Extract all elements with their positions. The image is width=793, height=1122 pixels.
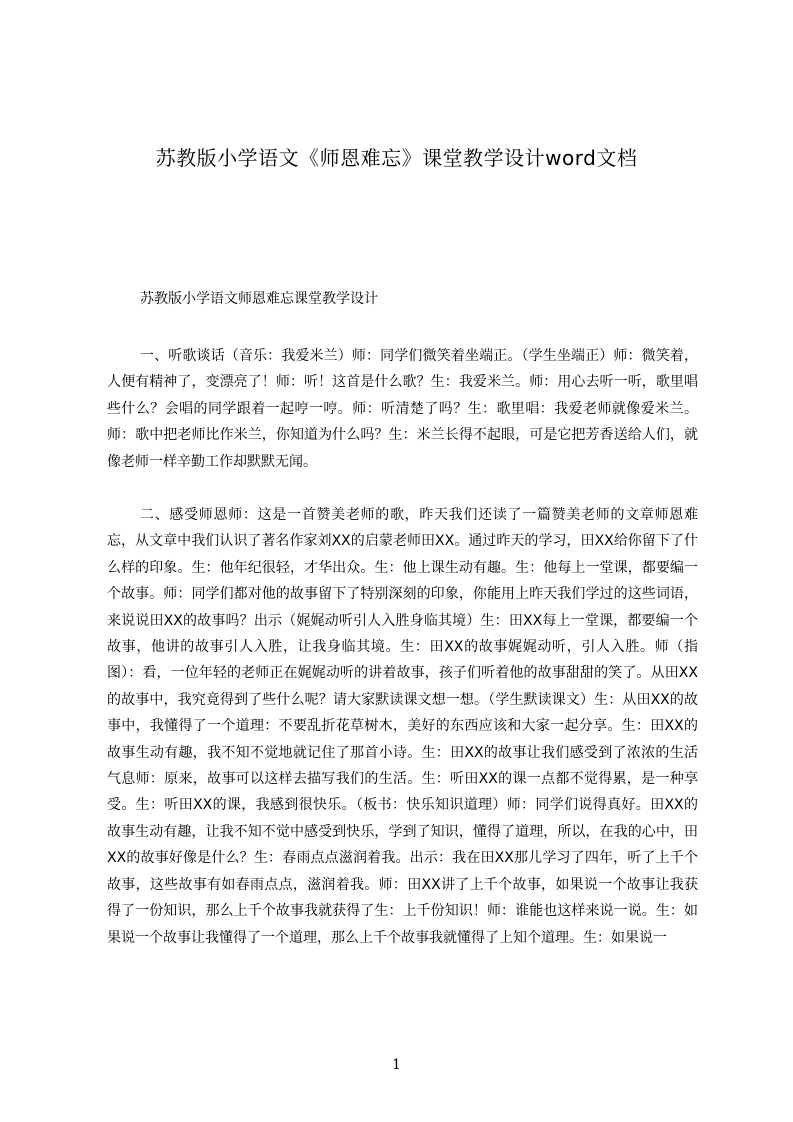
- paragraph-1: 一、听歌谈话（音乐：我爱米兰）师：同学们微笑着坐端正。（学生坐端正）师：微笑着，人便有精神了，变漂亮了！师：听！这首是什么歌？生：我爱米兰。师：用心去听一听，歌里唱些什么？会唱的同学跟着一起哼一哼。师：听清楚了吗？生：歌里唱：我爱老师就像爱米兰。师：歌中把老师比作米兰，你知道为什么吗？生：米兰长得不起眼，可是它把芳香送给人们，就像老师一样辛勤工作却默默无闻。: [107, 348, 698, 470]
- page-number: 1: [392, 1057, 401, 1073]
- document-subtitle: 苏教版小学语文师恩难忘课堂教学设计: [140, 291, 378, 307]
- document-title: 苏教版小学语文《师恩难忘》课堂教学设计word文档: [155, 146, 638, 170]
- paragraph-2: 二、感受师恩师：这是一首赞美老师的歌，昨天我们还读了一篇赞美老师的文章师恩难忘，从文章中我们认识了著名作家刘XX的启蒙老师田XX。通过昨天的学习，田XX给你留下了什么样的印象。生：他年纪很轻，才华出众。生：他上课生动有趣。生：他每上一堂课，都要编一个故事。师：同学们都对他的故事留下了特别深刻的印象，你能用上昨天我们学过的这些词语，来说说田XX的故事吗？出示（娓娓动听引人入胜身临其境）生：田XX每上一堂课，都要编一个故事，他讲的故事引人入胜，让我身临其境。生：田XX的故事娓娓动听，引人入胜。师（指图）：看，一位年轻的老师正在娓娓动听的讲着故事，孩子们听着他的故事甜甜的笑了。从田XX的故事中，我究竟得到了些什么呢？请大家默读课文想一想。（学生默读课文）生：从田XX的故事中，我懂得了一个道理：不要乱折花草树木，美好的东西应该和大家一起分享。生：田XX的故事生动有趣，我不知不觉地就记住了那首小诗。生：田XX的故事让我们感受到了浓浓的生活气息师：原来，故事可以这样去描写我们的生活。生：听田XX的课一点都不觉得累，是一种享受。生：听田XX的课，我感到很快乐。（板书：快乐知识道理）师：同学们说得真好。田XX的故事生动有趣，让我不知不觉中感受到快乐，学到了知识，懂得了道理，所以，在我的心中，田XX的故事好像是什么？生：春雨点点滋润着我。出示：我在田XX那儿学习了四年，听了上千个故事，这些故事有如春雨点点，滋润着我。师：田XX讲了上千个故事，如果说一个故事让我获得了一份知识，那么上千个故事我就获得了生：上千份知识！师：谁能也这样来说一说。生：如果说一个故事让我懂得了一个道理，那么上千个故事我就懂得了上知个道理。生：如果说一: [107, 507, 698, 946]
